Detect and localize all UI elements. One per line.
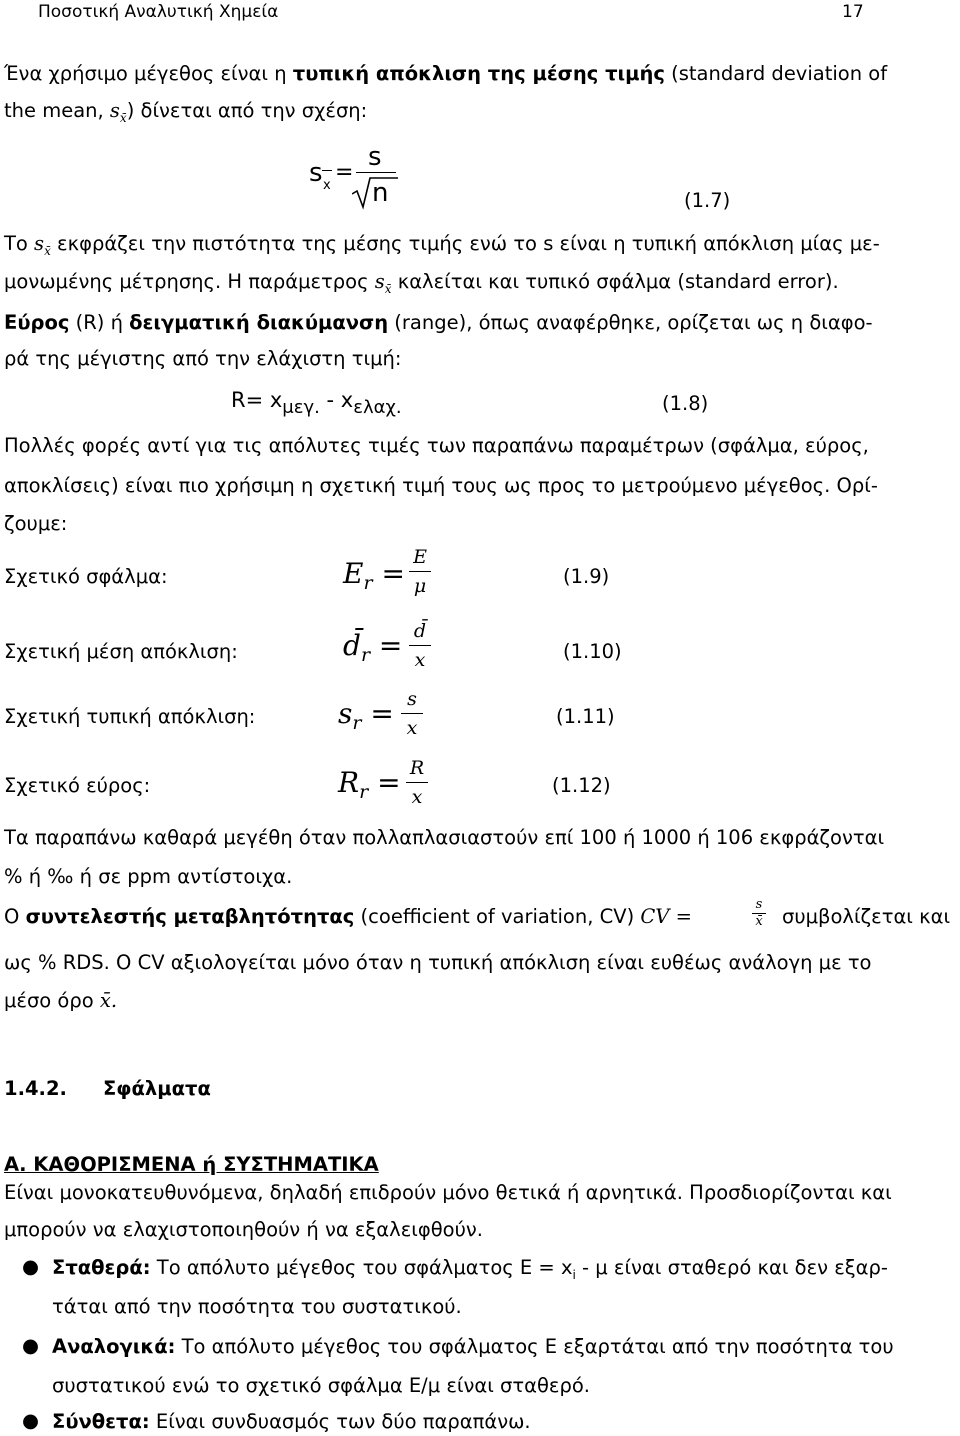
para-precision-line2: μονωμένης μέτρησης. Η παράμετρος $s_{x̄}$ καλείται και τυπικό σφάλμα (standard error). <box>4 270 839 296</box>
para-multipliers-line2: % ή ‰ ή σε ppm αντίστοιχα. <box>4 865 293 888</box>
bullet-icon: ● <box>22 1255 40 1278</box>
equation-number: (1.10) <box>563 640 622 663</box>
eq17-lhs: s <box>309 158 323 188</box>
eq17-equals: = <box>335 160 354 185</box>
equation-number: (1.12) <box>552 774 611 797</box>
para-range-line2: ρά της μέγιστης από την ελάχιστη τιμή: <box>4 347 402 370</box>
bullet-icon: ● <box>22 1409 40 1432</box>
running-header: Ποσοτική Αναλυτική Χημεία <box>38 2 279 22</box>
section-heading: 1.4.2. Σφάλματα <box>4 1077 211 1100</box>
cv-fraction: s x̄ <box>752 898 766 929</box>
para-std-mean-line1: Ένα χρήσιμο μέγεθος είναι η τυπική απόκλιση της μέσης τιμής (standard deviation of <box>4 62 888 85</box>
bullet-icon: ● <box>22 1334 40 1357</box>
relative-label: Σχετικό εύρος: <box>4 774 151 797</box>
relative-fraction: R x <box>406 757 428 808</box>
subsection-line1: Είναι μονοκατευθυνόμενα, δηλαδή επιδρούν μόνο θετικά ή αρνητικά. Προσδιορίζονται και <box>4 1181 892 1204</box>
para-range-line1: Εύρος (R) ή δειγματική διακύμανση (range), όπως αναφέρθηκε, ορίζεται ως η διαφο- <box>4 311 873 334</box>
para-precision-line1: Το $s_{x̄}$ εκφράζει την πιστότητα της μέσης τιμής ενώ το s είναι η τυπική απόκλιση μίας με- <box>4 232 880 258</box>
xbar-line <box>322 170 332 171</box>
para-cv-tail: συμβολίζεται και <box>782 905 951 928</box>
eq17-label: (1.7) <box>684 189 731 212</box>
relative-label: Σχετική τυπική απόκλιση: <box>4 705 256 728</box>
relative-fraction: E μ <box>409 546 431 597</box>
relative-lhs: $R_r$ = <box>338 766 401 803</box>
para-multipliers-line1: Τα παραπάνω καθαρά μεγέθη όταν πολλαπλασιαστούν επί 100 ή 1000 ή 106 εκφράζονται <box>4 826 885 849</box>
relative-fraction: d̄ x <box>409 620 431 671</box>
para-relative-line2: αποκλίσεις) είναι πιο χρήσιμη η σχετική τιμή τους ως προς το μετρούμενο μέγεθος. Ορί- <box>4 474 878 497</box>
page-number: 17 <box>842 2 864 22</box>
eq17-num: s <box>368 142 382 172</box>
relative-label: Σχετική μέση απόκλιση: <box>4 640 238 663</box>
para-relative-line1: Πολλές φορές αντί για τις απόλυτες τιμές των παραπάνω παραμέτρων (σφάλμα, εύρος, <box>4 434 869 457</box>
subsection-line2: μπορούν να ελαχιστοποιηθούν ή να εξαλειφθούν. <box>4 1218 483 1241</box>
para-cv-line1: Ο συντελεστής μεταβλητότητας (coefficient of variation, CV) CV = <box>4 905 692 928</box>
para-cv-line3: μέσο όρο x̄. <box>4 989 118 1012</box>
equation-number: (1.11) <box>556 705 615 728</box>
para-relative-line3: ζουμε: <box>4 512 68 535</box>
para-std-mean-line2: the mean, $s_{x̄}$) δίνεται από την σχέση: <box>4 99 368 125</box>
relative-label: Σχετικό σφάλμα: <box>4 565 168 588</box>
relative-fraction: s x <box>401 688 423 739</box>
relative-lhs: $E_r$ = <box>343 557 405 594</box>
eq17-lhs-sub: x <box>323 178 331 193</box>
eq17-den: n <box>372 178 389 208</box>
equation-number: (1.9) <box>563 565 610 588</box>
eq18-label: (1.8) <box>662 392 709 415</box>
relative-lhs: $d̄_r$ = <box>343 629 403 666</box>
equation-1-8: R= xμεγ. - xελαχ. <box>231 388 402 418</box>
subsection-title: Α. ΚΑΘΟΡΙΣΜΕΝΑ ή ΣΥΣΤΗΜΑΤΙΚΑ <box>4 1153 379 1176</box>
eq17-frac-bar <box>356 172 396 173</box>
relative-lhs: $s_r$ = <box>338 697 394 734</box>
para-cv-line2: ως % RDS. Ο CV αξιολογείται μόνο όταν η τυπική απόκλιση είναι ευθέως ανάλογη με το <box>4 951 872 974</box>
